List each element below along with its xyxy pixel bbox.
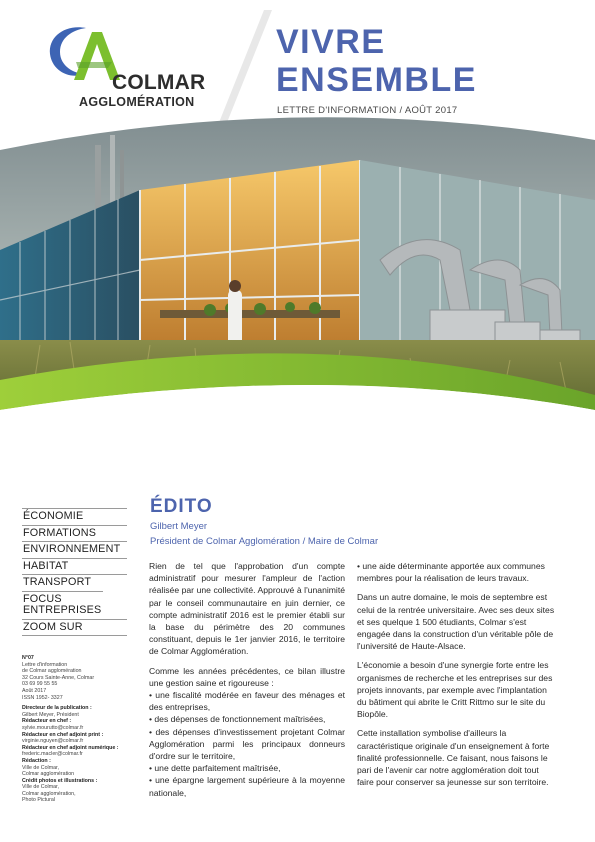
print-editor-label: Rédacteur en chef adjoint print : (22, 731, 104, 738)
edito-bullet-list (357, 560, 557, 584)
edito-title: ÉDITO (150, 496, 213, 517)
nav-item-habitat[interactable]: HABITAT (22, 558, 127, 575)
digital-editor-label: Rédacteur en chef adjoint numérique : (22, 744, 119, 751)
imprint-line: Lettre d'information (22, 661, 68, 668)
edito-column-left (149, 560, 345, 799)
section-nav (22, 508, 127, 636)
nav-item-focus-entreprises[interactable]: FOCUS ENTREPRISES (22, 591, 103, 619)
editor-email[interactable]: sylvie.mourutto@colmar.fr (22, 724, 84, 731)
edito-paragraph: Rien de tel que l'approbation d'un compte administratif pour mesurer l'ampleur de l'action réalisée par une collectivité. Approuvé à l'unanimité par le conseil communautaire en juin dernier, ce compte administratif 2016 est le premier établi sur la base du périmètre des 20 communes constituant, depuis le 1er janvier 2016, le territoire de Colmar Agglomération. (149, 561, 345, 657)
nav-item-environnement[interactable]: ENVIRONNEMENT (22, 541, 127, 558)
edito-paragraph: Comme les années précédentes, ce bilan illustre une gestion saine et rigoureuse : (149, 665, 345, 688)
edito-bullet-list (149, 689, 345, 799)
credits-value: Colmar agglomération, (22, 790, 76, 797)
print-editor-email[interactable]: virginie.nguyen@colmar.fr (22, 738, 84, 745)
credits-value: Photo Pictural (22, 797, 55, 804)
list-item: • une aide déterminante apportée aux communes membres pour la réalisation de leurs travaux. (357, 560, 557, 584)
list-item: • des dépenses de fonctionnement maîtrisées, (149, 713, 345, 725)
list-item: • une dette parfaitement maîtrisée, (149, 762, 345, 774)
edito-column-right (357, 560, 557, 795)
newsletter-title-line1: VIVRE (276, 23, 386, 61)
imprint-address: 32 Cours Sainte-Anne, Colmar (22, 674, 95, 681)
edito-paragraph: L'économie a besoin d'une synergie forte entre les organismes de recherche et les entreprises sur des projets innovants, par exemple avec l'implantation du bâtiment qui abrite le Critt Rittmo sur le site du Biopôle. (357, 660, 553, 720)
list-item: • une fiscalité modérée en faveur des ménages et des entreprises, (149, 689, 345, 713)
edito-paragraph: Dans un autre domaine, le mois de septembre est celui de la rentrée universitaire. Avec ses deux sites et ses quelque 1 500 étudiants, Colmar s'est engagée dans la construction d'un véritable pôle de l'université de Haute-Alsace. (357, 592, 555, 652)
director-label: Directeur de la publication : (22, 705, 92, 712)
redaction-label: Rédaction : (22, 757, 51, 764)
nav-item-zoom-sur[interactable]: ZOOM SUR (22, 619, 127, 637)
imprint (22, 655, 127, 804)
edito-paragraph: Cette installation symbolise d'ailleurs la caractéristique originale d'un enseignement à forte finalité professionnelle. Ce faisant, nous faisons le pari de l'avenir car notre agglomération doit tout faire pour conserver sa jeunesse sur son territoire. (357, 728, 550, 788)
credits-label: Crédit photos et illustrations : (22, 777, 98, 784)
imprint-issn: ISSN 1952- 3327 (22, 694, 63, 701)
greenhouse-photo (0, 110, 595, 440)
nav-item-transport[interactable]: TRANSPORT (22, 574, 127, 591)
nav-item-formations[interactable]: FORMATIONS (22, 525, 127, 542)
editor-label: Rédacteur en chef : (22, 718, 72, 725)
redaction-value: Ville de Colmar, (22, 764, 59, 771)
list-item: • des dépenses d'investissement projetant Colmar Agglomération parmi les principaux donneurs d'ordre sur le territoire, (149, 726, 345, 763)
edito-author: Gilbert Meyer (150, 521, 208, 532)
credits-value: Ville de Colmar, (22, 784, 59, 791)
nav-item-economie[interactable]: ÉCONOMIE (22, 508, 127, 525)
edito-author-role: Président de Colmar Agglomération / Maire de Colmar (150, 536, 379, 547)
director-value: Gilbert Meyer, Président (22, 711, 79, 718)
imprint-line: de Colmar agglomération (22, 668, 82, 675)
list-item: • une épargne largement supérieure à la moyenne nationale, (149, 774, 345, 798)
logo-name: COLMAR (112, 71, 206, 94)
digital-editor-email[interactable]: frederic.macler@colmar.fr (22, 751, 83, 758)
issue-number: N°07 (22, 655, 34, 661)
imprint-phone: 03 69 99 55 55 (22, 681, 58, 688)
newsletter-title-line2: ENSEMBLE (276, 61, 477, 99)
logo-subname: AGGLOMÉRATION (79, 95, 195, 109)
redaction-value: Colmar agglomération (22, 771, 75, 778)
newsletter-subtitle: LETTRE D'INFORMATION / AOÛT 2017 (277, 105, 458, 116)
imprint-date: Août 2017 (22, 687, 47, 694)
colmar-agglomeration-logo[interactable] (46, 22, 206, 112)
